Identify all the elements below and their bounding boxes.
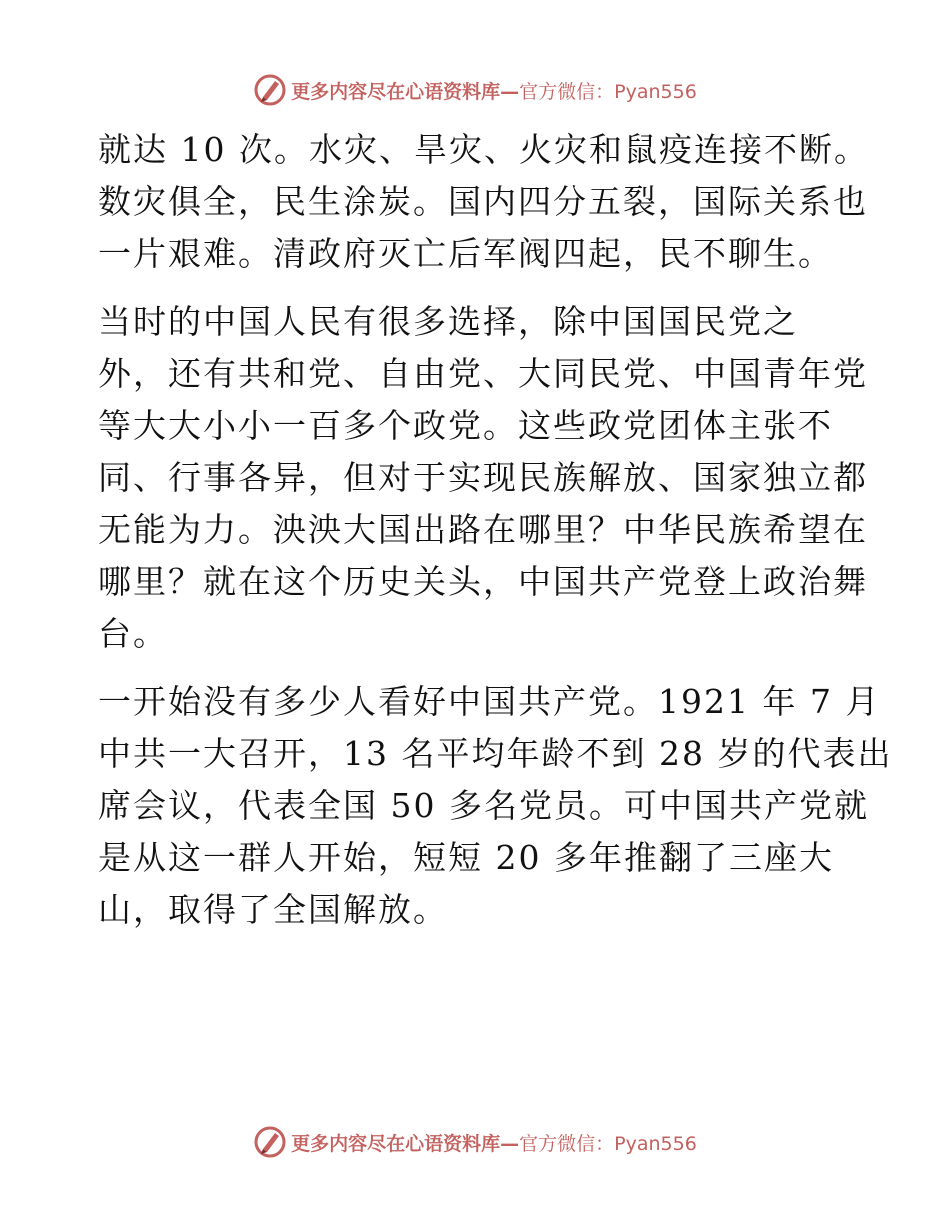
paragraph-1 (98, 124, 869, 280)
text-line: 无能为力。泱泱大国出路在哪里？中华民族希望在 (98, 510, 868, 549)
text-line: 数灾俱全，民生涂炭。国内四分五裂，国际关系也 (98, 182, 868, 221)
banner-site-text: 更多内容尽在心语资料库— (291, 1132, 520, 1155)
text-line: 山，取得了全国解放。 (98, 890, 448, 929)
text-line: 就达 10 次。水灾、旱灾、火灾和鼠疫连接不断。 (98, 130, 869, 169)
banner-contact-text: 官方微信：Pyan556 (519, 1132, 697, 1155)
text-line: 外，还有共和党、自由党、大同民党、中国青年党 (98, 354, 868, 393)
paragraph-2 (98, 296, 868, 660)
document-body (98, 124, 893, 952)
text-line: 席会议，代表全国 50 多名党员。可中国共产党就 (98, 786, 869, 825)
pen-logo-icon (253, 73, 287, 107)
paragraph-3 (98, 676, 893, 936)
banner-site-text: 更多内容尽在心语资料库— (291, 80, 520, 103)
footer-banner (0, 1122, 950, 1162)
text-line: 同、行事各异，但对于实现民族解放、国家独立都 (98, 458, 868, 497)
text-line: 是从这一群人开始，短短 20 多年推翻了三座大 (98, 838, 834, 877)
text-line: 哪里？就在这个历史关头，中国共产党登上政治舞 (98, 562, 868, 601)
banner-contact-text: 官方微信：Pyan556 (519, 80, 697, 103)
text-line: 台。 (98, 614, 168, 653)
text-line: 一片艰难。清政府灭亡后军阀四起，民不聊生。 (98, 234, 833, 273)
text-line: 等大大小小一百多个政党。这些政党团体主张不 (98, 406, 833, 445)
banner-text (291, 77, 697, 104)
header-banner (0, 70, 950, 110)
pen-logo-icon (253, 1125, 287, 1159)
banner-text (291, 1129, 697, 1156)
text-line: 一开始没有多少人看好中国共产党。1921 年 7 月 (98, 682, 881, 721)
text-line: 中共一大召开，13 名平均年龄不到 28 岁的代表出 (98, 734, 893, 773)
text-line: 当时的中国人民有很多选择，除中国国民党之 (98, 302, 798, 341)
